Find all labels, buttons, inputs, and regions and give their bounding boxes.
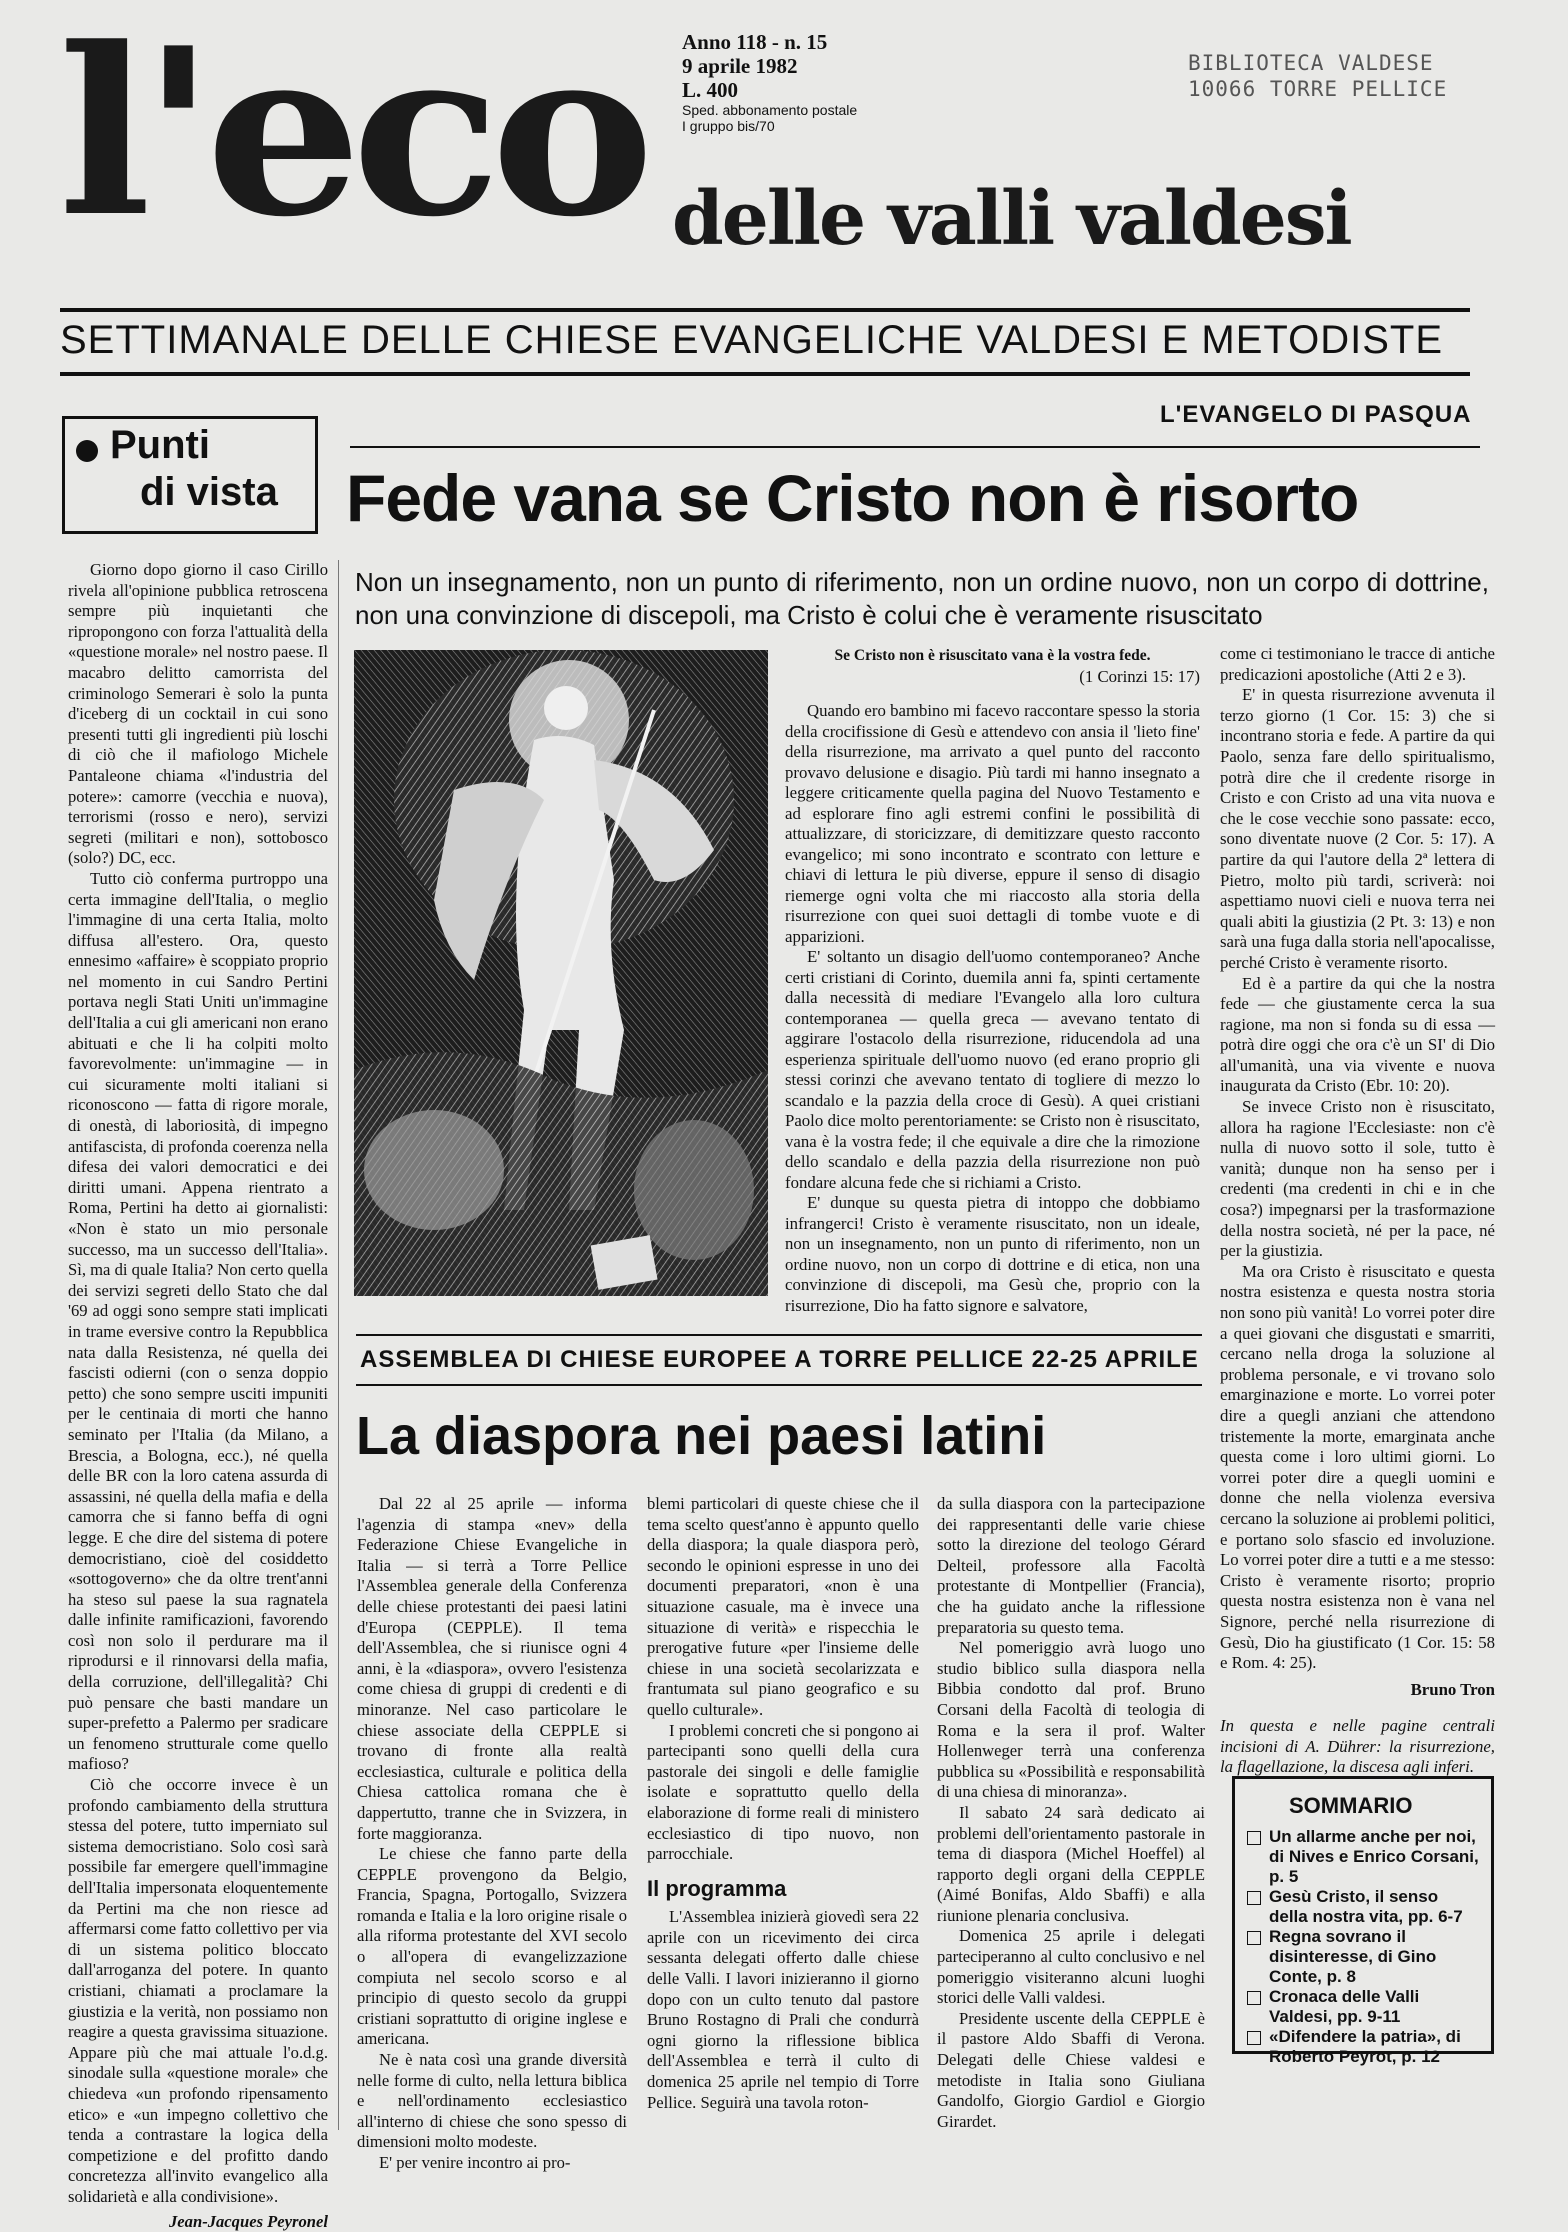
assemblea-paragraph: Domenica 25 aprile i delegati parteciperanno al culto conclusivo e nel pomeriggio visiteranno alcuni luoghi storici delle Valli valdesi. (937, 1926, 1205, 2008)
assemblea-paragraph: Presidente uscente della CEPPLE è il pastore Aldo Sbaffi di Verona. Delegati delle Chiese valdesi e metodiste in Italia sono Giuliana Gandolfo, Giorgio Gardiol e Giorgio Girardet. (937, 2009, 1205, 2133)
resurrection-engraving (354, 650, 768, 1296)
sommario-item[interactable] (1247, 1887, 1479, 1927)
stamp-line-2: 10066 TORRE PELLICE (1188, 76, 1447, 102)
assemblea-rule-top (356, 1334, 1202, 1336)
image-caption: In questa e nelle pagine centrali incisioni di A. Dührer: la risurrezione, la flagellazione, la discesa agli inferi. (1220, 1716, 1495, 1778)
engraving-illustration (354, 650, 768, 1296)
sommario-item-text: Regna sovrano il disinteresse, di Gino Conte, p. 8 (1269, 1927, 1479, 1987)
sommario-item-text: Cronaca delle Valli Valdesi, pp. 9-11 (1269, 1987, 1479, 2027)
assemblea-banner: ASSEMBLEA DI CHIESE EUROPEE A TORRE PELLICE 22-25 APRILE (360, 1346, 1199, 1374)
assemblea-col-1 (357, 1494, 627, 2174)
library-stamp (1188, 50, 1447, 102)
article-col-1 (785, 646, 1200, 1316)
postal-line-2: I gruppo bis/70 (682, 118, 857, 134)
article-kicker: L'EVANGELO DI PASQUA (1160, 401, 1472, 429)
assemblea-paragraph: L'Assemblea inizierà giovedì sera 22 aprile con un ricevimento dei circa sessanta delegati offerto dalle chiese delle Valli. I lavori inizieranno il giorno dopo con un culto tenuto dal pastore Bruno Rostagno di Prali che condurrà ogni giorno la riflessione biblica dell'Assemblea e terrà il culto di domenica 25 aprile nel tempio di Torre Pellice. Seguirà una tavola roton- (647, 1907, 919, 2113)
assemblea-col-2 (647, 1494, 919, 2113)
issue-date: 9 aprile 1982 (682, 54, 857, 78)
article-headline: Fede vana se Cristo non è risorto (346, 460, 1358, 536)
article-paragraph: Se invece Cristo non è risuscitato, allora ha ragione l'Ecclesiaste: non c'è nulla di nuovo sotto il sole, tutto è vanità; dunque non ha senso per i credenti (ma credenti in chi e in che cosa?) impegnarsi per la trasformazione della nostra società, né per la pace, né per la giustizia. (1220, 1097, 1495, 1262)
masthead-subtitle: delle valli valdesi (672, 182, 1351, 256)
assemblea-paragraph: da sulla diaspora con la partecipazione dei rappresentanti delle varie chiese sotto la direzione del teologo Gérard Delteil, professore alla Facoltà protestante di Montpellier (Francia), che ha guidato anche la riflessione preparatoria su questo tema. (937, 1494, 1205, 1638)
assemblea-paragraph: Nel pomeriggio avrà luogo uno studio biblico sulla diaspora nella Bibbia condotto dal prof. Bruno Corsani della Facoltà di teologia di Roma e la sera il prof. Walter Hollenweger terrà una conferenza pubblica su «Possibilità e responsabilità di una chiesa di minoranza». (937, 1638, 1205, 1803)
sommario-item[interactable] (1247, 1827, 1479, 1887)
issue-info (682, 30, 857, 134)
sommario-item[interactable] (1247, 1987, 1479, 2027)
sommario-item-text: Gesù Cristo, il senso della nostra vita, pp. 6-7 (1269, 1887, 1479, 1927)
pv-paragraph: Ciò che occorre invece è un profondo cambiamento della struttura stessa del potere, tutto imperniato sul sistema democristiano. Solo così sarà possibile far emergere quell'immagine dell'Italia impersonata eloquentemente da Pertini ma che non riesce ad affermarsi come fatto collettivo per via di un sistema politico bloccato dall'arroganza del potere. In quanto cristiani, chiamati a proclamare la giustizia e la verità, non possiamo non reagire a questa gravissima situazione. Appare più che mai attuale l'o.d.g. sinodale sulla «questione morale» che chiedeva «un profondo ripensamento etico» e «un impegno collettivo che tenda a contrastare la logica della competizione e del profitto dando concretezza all'invito evangelico alla solidarietà e alla condivisione». (68, 1775, 328, 2207)
masthead-rule-top (60, 308, 1470, 312)
assemblea-paragraph: E' per venire incontro ai pro- (357, 2153, 627, 2174)
assemblea-headline: La diaspora nei paesi latini (356, 1405, 1046, 1467)
masthead-tagline: SETTIMANALE DELLE CHIESE EVANGELICHE VALDESI E METODISTE (60, 318, 1470, 363)
assemblea-paragraph: blemi particolari di queste chiese che il tema scelto quest'anno è appunto quello della diaspora; la quale diaspora però, secondo le opinioni espresse in uno dei documenti preparatori, «non è una situazione casuale, ma è invece una situazione di verità» e rispecchia le prerogative future «per l'insieme delle chiese in una società secolarizzata e frantumata sul piano geografico e su quello culturale». (647, 1494, 919, 1721)
article-paragraph: come ci testimoniano le tracce di antiche predicazioni apostoliche (Atti 2 e 3). (1220, 644, 1495, 685)
assemblea-rule-bottom (356, 1384, 1202, 1386)
checkbox-icon (1247, 1831, 1261, 1845)
assemblea-col-3 (937, 1494, 1205, 2132)
column-divider (338, 560, 339, 2130)
sommario-item-text: «Difendere la patria», di Roberto Peyrot, p. 12 (1269, 2027, 1479, 2067)
article-standfirst: Non un insegnamento, non un punto di riferimento, non un ordine nuovo, non un corpo di dottrine, non una convinzione di discepoli, ma Cristo è colui che è veramente risuscitato (355, 566, 1489, 632)
masthead-logo: l'eco (58, 18, 644, 248)
assemblea-paragraph: I problemi concreti che si pongono ai partecipanti sono quelli della cura pastorale dei singoli e delle famiglie isolate e soprattutto quello della elaborazione di forme reali di ministero ecclesiastico di tipo nuovo, non parrocchiale. (647, 1721, 919, 1865)
epigraph: Se Cristo non è risuscitato vana è la vostra fede. (785, 646, 1200, 667)
assemblea-paragraph: Ne è nata così una grande diversità nelle forme di culto, nella lettura biblica e nell'ordinamento ecclesiastico all'interno di chiese che sono spesso di dimensioni molto modeste. (357, 2050, 627, 2153)
sommario-title: SOMMARIO (1289, 1793, 1479, 1819)
article-paragraph: Ma ora Cristo è risuscitato e questa nostra esistenza e questa nostra storia non sono più vanità! Lo vorrei poter dire a quei giovani che disgustati e smarriti, cercano nella droga la soluzione al problema personale, e vi trovano solo emarginazione e morte. Lo vorrei poter dire a quegli anziani che attendono tristemente la morte, emarginata anche questa come i loro ultimi giorni. Lo vorrei poter dire a quegli uomini e donne che nella violenza eversiva cercano la soluzione ai problemi politici, e portano solo sfascio ed involuzione. Lo vorrei poter dire a tutti e a me stesso: Cristo è veramente risorto; proprio questa nostra esistenza non è vana nel Signore, perché nella risurrezione di Gesù, Dio ha giustificato (1 Cor. 15: 58 e Rom. 4: 25). (1220, 1262, 1495, 1674)
article-paragraph: E' dunque su questa pietra di intoppo che dobbiamo infrangerci! Cristo è veramente risuscitato, non un ideale, non un insegnamento, non un punto di riferimento, non un ordine nuovo, non un corpo di dottrine e di etica, non una convinzione di discepoli, ma Gesù che, proprio con la risurrezione, Dio ha fatto signore e salvatore, (785, 1193, 1200, 1316)
checkbox-icon (1247, 2031, 1261, 2045)
program-subheading: Il programma (647, 1879, 919, 1900)
masthead-rule-bottom (60, 372, 1470, 376)
kicker-rule (350, 446, 1480, 448)
assemblea-paragraph: Le chiese che fanno parte della CEPPLE provengono da Belgio, Francia, Spagna, Portogallo, Svizzera romanda e Italia e la loro origine risale o alla riforma protestante del XVI secolo o all'opera di evangelizzazione compiuta nel secolo scorso e al principio di questo secolo da gruppi cristiani soprattutto di origine inglese e americana. (357, 1844, 627, 2050)
postal-line-1: Sped. abbonamento postale (682, 102, 857, 118)
pv-author: Jean-Jacques Peyronel (68, 2212, 328, 2232)
sommario-item[interactable] (1247, 1927, 1479, 1987)
issue-price: L. 400 (682, 78, 857, 102)
assemblea-paragraph: Dal 22 al 25 aprile — informa l'agenzia di stampa «nev» della Federazione Chiese Evangeliche in Italia — si terrà a Torre Pellice l'Assemblea generale della Conferenza delle chiese protestanti dei paesi latini d'Europa (CEPPLE). Il tema dell'Assemblea, che si riunisce ogni 4 anni, è la «diaspora», ovvero l'esistenza come chiesa di gruppi di credenti e di minoranze. Nel caso particolare le chiese associate della CEPPLE si trovano di fronte alla realtà ecclesiastica, culturale e politica della Chiesa cattolica romana che è dappertutto, tranne che in Svizzera, in forte maggioranza. (357, 1494, 627, 1844)
stamp-line-1: BIBLIOTECA VALDESE (1188, 50, 1447, 76)
issue-number: Anno 118 - n. 15 (682, 30, 857, 54)
pv-paragraph: Giorno dopo giorno il caso Cirillo rivela all'opinione pubblica retroscena sempre più inquietanti che ripropongono con forza l'attualità della «questione morale» nel nostro paese. Il macabro delitto camorrista del criminologo Semerari è solo la punta d'iceberg di un cocktail in cui sono presenti tutti gli ingredienti più loschi di ciò che il mafiologo Michele Pantaleone chiama «l'industria del potere»: camorre (vecchia e nuova), terrorismi (rosso e nero), servizi segreti (militari e non), sottobosco (solo?) DC, ecc. (68, 560, 328, 869)
article-paragraph: E' in questa risurrezione avvenuta il terzo giorno (1 Cor. 15: 3) che si incontrano storia e fede. A partire da qui Paolo, senza fare dello spiritualismo, potrà dire che il credente risorge in Cristo e con Cristo ad una vita nuova e che le cose vecchie sono passate: ecco, sono diventate nuove (2 Cor. 5: 17). A partire da qui l'autore della 2ª lettera di Pietro, molto più tardi, scriverà: noi aspettiamo nuovi cieli e nuova terra nei quali abiti la giustizia (2 Pt. 3: 13) e non sarà una fuga dalla storia nell'apocalisse, perché Cristo è veramente risorto. (1220, 685, 1495, 973)
checkbox-icon (1247, 1931, 1261, 1945)
article-col-2 (1220, 644, 1495, 1778)
sommario-box (1232, 1776, 1494, 2054)
article-paragraph: Quando ero bambino mi facevo raccontare spesso la storia della crocifissione di Gesù e attendevo con ansia il 'lieto fine' della risurrezione, ma arrivato a quel punto del racconto provavo delusione e disagio. Più tardi mi hanno insegnato a leggere criticamente quella pagina del Nuovo Testamento e ad esplorare fino agli estremi confini le possibilità di attualizzare, di storicizzare, di demitizzare questo racconto evangelico; mi sono incontrato e scontrato con letture e chiavi di lettura le più diverse, eppure il senso di disagio riemerge ogni volta che mi riaccosto alla storia della risurrezione con quei suoi dettagli di tombe vuote e di apparizioni. (785, 701, 1200, 947)
di-vista-label: di vista (140, 470, 278, 515)
sommario-item[interactable] (1247, 2027, 1479, 2067)
checkbox-icon (1247, 1991, 1261, 2005)
punti-di-vista-column (68, 560, 328, 2232)
sommario-item-text: Un allarme anche per noi, di Nives e Enrico Corsani, p. 5 (1269, 1827, 1479, 1887)
article-paragraph: E' soltanto un disagio dell'uomo contemporaneo? Anche certi cristiani di Corinto, duemila anni fa, spinti certamente dalla necessità di mediare l'Evangelo alla loro cultura contemporanea — quella greca — avevano tentato di aggirare l'ostacolo della risurrezione, riducendola ad una esperienza spirituale dell'uomo nuovo (ed erano proprio gli stessi corinzi che avevano tentato di togliere di mezzo lo scandalo e la pazzia della croce di Gesù). A quei cristiani Paolo dice molto perentoriamente: se Cristo non è risuscitato, vana è la vostra fede; il che equivale a dire che la rimozione dello scandalo e della pazzia della risurrezione non può fondare alcuna fede che si richiami a Cristo. (785, 947, 1200, 1193)
punti-label: Punti (110, 423, 210, 468)
article-author: Bruno Tron (1220, 1680, 1495, 1701)
bullet-icon (76, 440, 98, 462)
article-paragraph: Ed è a partire da qui che la nostra fede — che giustamente cerca la sua ragione, ma non si fonda su di essa — potrà dire oggi che ora c'è un SI' di Dio all'umanità, una via vivente e nuova inaugurata da Cristo (Ebr. 10: 20). (1220, 974, 1495, 1098)
pv-paragraph: Tutto ciò conferma purtroppo una certa immagine dell'Italia, o meglio l'immagine di una certa Italia, molto diffusa all'estero. Ora, questo ennesimo «affaire» è scoppiato proprio nel momento in cui Sandro Pertini portava negli Stati Uniti un'immagine dell'Italia a cui gli americani non erano abituati e che li ha colpiti molto favorevolmente: un'immagine — in cui sicuramente molti italiani si riconoscono — fatta di rigore morale, di onestà, di laboriosità, di impegno antifascista, di profonda coerenza nella difesa dei valori democratici e dei diritti umani. Appena rientrato a Roma, Pertini ha detto ai giornalisti: «Non è stato un mio personale successo, ma un successo dell'Italia». Sì, ma di quale Italia? Non certo quella dei servizi segreti dello Stato che dal '69 ad oggi sono sempre stati implicati in trame eversive contro la Repubblica nata dalla Resistenza, né quella dei fascisti odierni (con o senza doppio petto) che sono sempre usciti impuniti per le centinaia di morti che hanno seminato per l'Italia (da Milano, a Brescia, a Bologna, ecc.), né quella delle BR con la loro catena assurda di assassini, né quella della mafia e della camorra che si fanno beffa di ogni legge. E che dire del sistema di potere democristiano, cioè del cosiddetto «sottogoverno» che da oltre trent'anni ha steso sul paese la sua ragnatela dalle infinite ramificazioni, favorendo così non solo il perdurare ma il riprodursi e il rinnovarsi della mafia, della corruzione, dell'illegalità? Chi può pensare che basti mandare un super-prefetto a Palermo per sradicare un fenomeno strutturale come quello mafioso? (68, 869, 328, 1775)
epigraph-ref: (1 Corinzi 15: 17) (785, 667, 1200, 688)
assemblea-paragraph: Il sabato 24 sarà dedicato ai problemi dell'orientamento pastorale in tema di diaspora (Michel Hoeffel) al rapporto degli organi della CEPPLE (Aimé Bonifas, Aldo Sbaffi) e alla riunione plenaria conclusiva. (937, 1803, 1205, 1927)
checkbox-icon (1247, 1891, 1261, 1905)
